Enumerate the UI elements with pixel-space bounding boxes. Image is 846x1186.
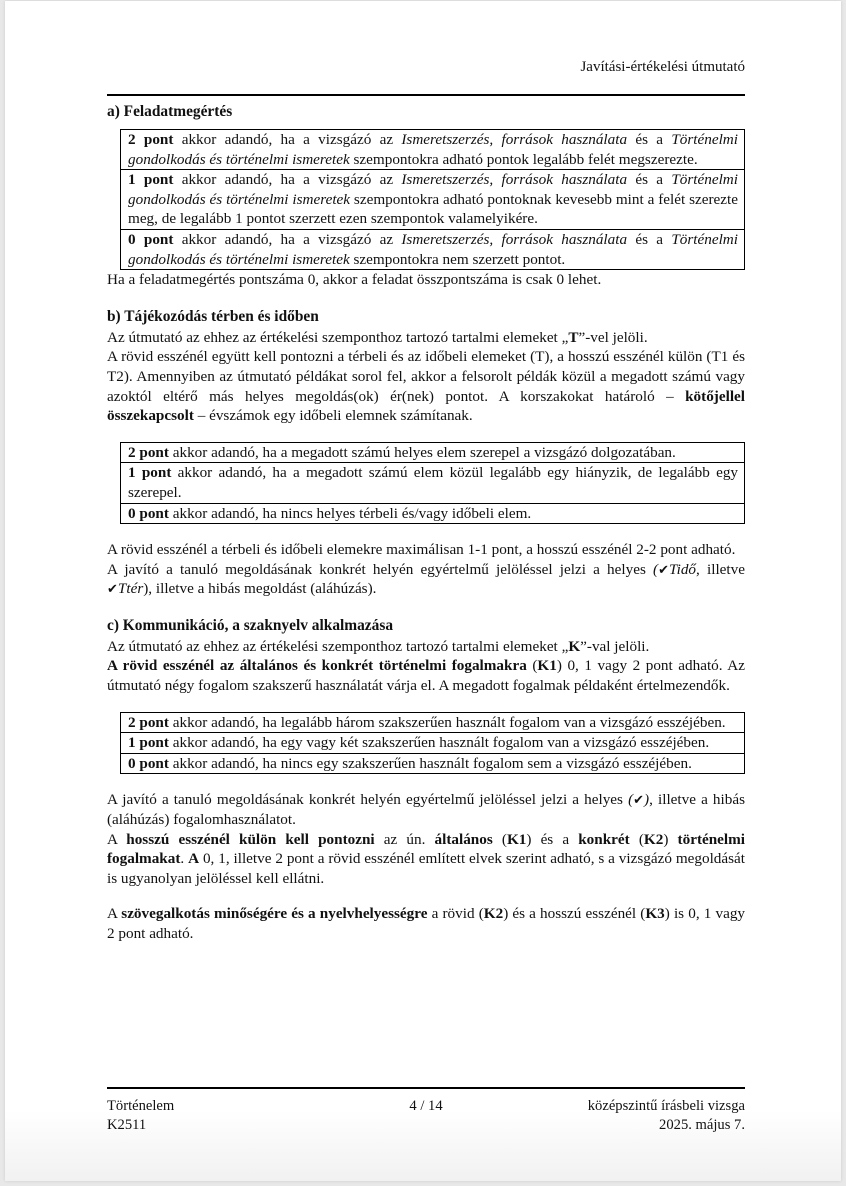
text-run: és a [627, 131, 672, 148]
section-gap [107, 599, 745, 615]
text-run: , illetve a hibás (aláhúzás) fogalomhasználatot. [107, 791, 745, 829]
text-run: Az útmutató az ehhez az értékelési szemponthoz tartozó tartalmi elemeket „ [107, 328, 569, 346]
checkmark-icon: ✔ [633, 792, 645, 808]
text-run: ( [492, 830, 507, 848]
text-run: ), illetve a hibás megoldást (aláhúzás). [143, 580, 377, 598]
text-run: A rövid esszénél a térbeli és időbeli elemekre maximálisan 1-1 pont, a hosszú esszénél 2-2 pont adható. [107, 541, 736, 559]
header-rule [107, 94, 745, 96]
text-run: 0, 1, illetve 2 pont a rövid esszénél említett elvek szerint adható, s a vizsgázó megoldását is ugyanolyan jelöléssel kell ellátni. [107, 850, 745, 887]
text-run: 0 pont [128, 504, 169, 522]
text-run: 2 pont [128, 443, 169, 461]
text-run: Történelmi gondolkodás és történelmi ismeretek [128, 131, 738, 168]
text-run: ( [526, 657, 538, 675]
text-run: akkor adandó, ha a vizsgázó az [173, 131, 402, 148]
section-heading-b: b) Tájékozódás térben és időben [107, 307, 319, 325]
text-run: Történelmi gondolkodás és történelmi ismeretek [128, 230, 738, 268]
text-run: szövegalkotás minőségére és a nyelvhelyességre [121, 905, 428, 923]
text-run: 0 pont [128, 754, 169, 772]
text-run: ) is 0, 1 vagy 2 pont adható. [107, 905, 746, 942]
text-run: akkor adandó, ha a vizsgázó az [173, 171, 402, 189]
text-run: hosszú esszénél külön kell pontozni [126, 830, 375, 848]
text-run: Ha a feladatmegértés pontszáma 0, akkor a feladat összpontszáma is csak 0 lehet. [107, 271, 602, 289]
text-run: akkor adandó, ha egy vagy két szakszerűen használt fogalom van a vizsgázó esszéjében. [168, 734, 710, 752]
scoring-row [121, 462, 744, 502]
text-run: szempontokra nem szerzett pontot. [349, 250, 566, 268]
block-gap [107, 524, 745, 540]
text-run: ( [653, 560, 659, 578]
paragraph [107, 347, 745, 425]
scoring-row [121, 229, 744, 269]
text-run: A javító a tanuló megoldásának konkrét helyén egyértelmű jelöléssel jelzi a helyes [107, 560, 654, 578]
text-run: az ún. [374, 830, 435, 848]
text-run: K [568, 637, 581, 655]
scoring-row [121, 753, 744, 774]
paragraph [107, 790, 745, 829]
text-run: Ismeretszerzés, források használata [401, 131, 628, 148]
paragraph [107, 560, 745, 599]
block-gap [107, 696, 745, 712]
paragraph [107, 637, 745, 657]
text-run: és a [627, 171, 672, 189]
block-gap [107, 426, 745, 442]
text-run: A [107, 905, 122, 923]
scoring-row [121, 169, 744, 229]
text-run: Az útmutató az ehhez az értékelési szemponthoz tartozó tartalmi elemeket „ [107, 637, 569, 655]
text-run: ) és a [526, 830, 579, 848]
paragraph [107, 328, 745, 348]
text-run: 1 pont [128, 171, 174, 189]
text-run: 2 pont [128, 713, 169, 731]
text-run: ) [644, 791, 650, 809]
scoring-row [121, 503, 744, 524]
text-run: A [107, 830, 127, 848]
paragraph [107, 270, 745, 290]
text-run: akkor adandó, ha a vizsgázó az [173, 230, 402, 248]
document-body [107, 101, 745, 944]
text-run: . [180, 850, 189, 868]
running-header: Javítási-értékelési útmutató [580, 59, 745, 75]
block-gap [107, 774, 745, 790]
checkmark-icon: ✔ [107, 581, 118, 597]
document-page [5, 1, 841, 1181]
scoring-table [120, 712, 745, 775]
paragraph [107, 540, 745, 560]
text-run: a rövid ( [427, 905, 484, 923]
text-run: ) 0, 1 vagy 2 pont adható. Az útmutató négy fogalom szakszerű használatát várja el. A megadott fogalmak példaként értelmezendők. [107, 657, 745, 695]
text-run: történelmi fogalmakat [107, 830, 746, 868]
text-run: kötőjellel összekapcsolt [107, 387, 745, 425]
footer-rule [107, 1087, 745, 1089]
text-run: ( [628, 791, 634, 809]
text-run: 1 pont [128, 734, 169, 752]
text-run: K3 [645, 905, 665, 923]
scoring-row [121, 130, 744, 169]
scoring-table [120, 442, 745, 524]
text-run: K1 [537, 657, 557, 675]
footer-page-number: 4 / 14 [409, 1098, 443, 1114]
text-run: általános [434, 830, 493, 848]
text-run: A [188, 850, 200, 868]
text-run: Ismeretszerzés, források használata [401, 230, 628, 248]
section-gap [107, 290, 745, 306]
text-run: – évszámok egy időbeli elemnek számítanak. [193, 407, 473, 425]
text-run: , illetve [696, 560, 745, 578]
checkmark-icon: ✔ [658, 561, 670, 577]
footer-code: K2511 [107, 1117, 147, 1133]
text-run: T [568, 328, 579, 346]
section-heading-a: a) Feladatmegértés [107, 103, 233, 120]
text-run: K1 [506, 830, 527, 848]
text-run: akkor adandó, ha a megadott számú elem közül legalább egy hiányzik, de legalább egy szerepel. [128, 464, 739, 501]
text-run: ) és a hosszú esszénél ( [503, 905, 646, 923]
footer-right [588, 1097, 745, 1135]
scoring-row [121, 732, 744, 753]
text-run: ( [629, 830, 644, 848]
text-run: Ismeretszerzés, források használata [401, 171, 628, 189]
scoring-row [121, 443, 744, 463]
text-run: 1 pont [128, 464, 172, 482]
text-run: akkor adandó, ha legalább három szakszerűen használt fogalom van a vizsgázó esszéjében. [168, 713, 726, 731]
paragraph [107, 656, 745, 695]
text-run: A rövid esszénél az általános és konkrét történelmi fogalmakra [107, 657, 527, 675]
paragraph [107, 830, 745, 889]
text-run: akkor adandó, ha nincs egy szakszerűen használt fogalom sem a vizsgázó esszéjében. [168, 754, 692, 772]
text-run: és a [627, 230, 672, 248]
text-run: ”-vel jelöli. [578, 328, 648, 346]
footer-date: 2025. május 7. [659, 1117, 745, 1133]
text-run: szempontokra adható pontoknak kevesebb mint a felét szerezte meg, de legalább 1 pontot szerzett ezen szempontok valamelyikére. [128, 190, 738, 228]
text-run: 0 pont [128, 230, 174, 248]
block-gap [107, 888, 745, 904]
scoring-table [120, 129, 745, 270]
text-run: Tidő [669, 560, 697, 578]
text-run: Történelmi gondolkodás és történelmi ismeretek [128, 171, 738, 208]
text-run: ) [663, 830, 678, 848]
text-run: ”-val jelöli. [580, 637, 650, 655]
text-run: konkrét [578, 830, 630, 848]
text-run: K2 [643, 830, 664, 848]
footer-subject: Történelem [107, 1098, 175, 1114]
text-run: szempontokra adható pontok legalább felét megszerezte. [349, 150, 698, 168]
text-run: A rövid esszénél együtt kell pontozni a térbeli és az időbeli elemeket (T), a hosszú esszénél külön (T1 és T2). Amennyiben az útmutató példákat sorol fel, akkor a felsorolt példák közül a megadott számú vagy azoktól eltérő más helyes megoldás(ok) ér(nek) pontot. A korszakokat határoló – [107, 348, 745, 405]
paragraph [107, 904, 745, 943]
section-heading-c: c) Kommunikáció, a szaknyelv alkalmazása [107, 616, 394, 634]
scoring-row [121, 713, 744, 733]
text-run: 2 pont [128, 131, 174, 148]
footer-exam-level: középszintű írásbeli vizsga [587, 1098, 745, 1114]
text-run: akkor adandó, ha a megadott számú helyes elem szerepel a vizsgázó dolgozatában. [168, 443, 676, 461]
text-run: A javító a tanuló megoldásának konkrét helyén egyértelmű jelöléssel jelzi a helyes [107, 791, 629, 809]
text-run: Ttér [117, 580, 144, 598]
text-run: K2 [483, 905, 504, 923]
text-run: akkor adandó, ha nincs helyes térbeli és/vagy időbeli elem. [168, 504, 532, 522]
